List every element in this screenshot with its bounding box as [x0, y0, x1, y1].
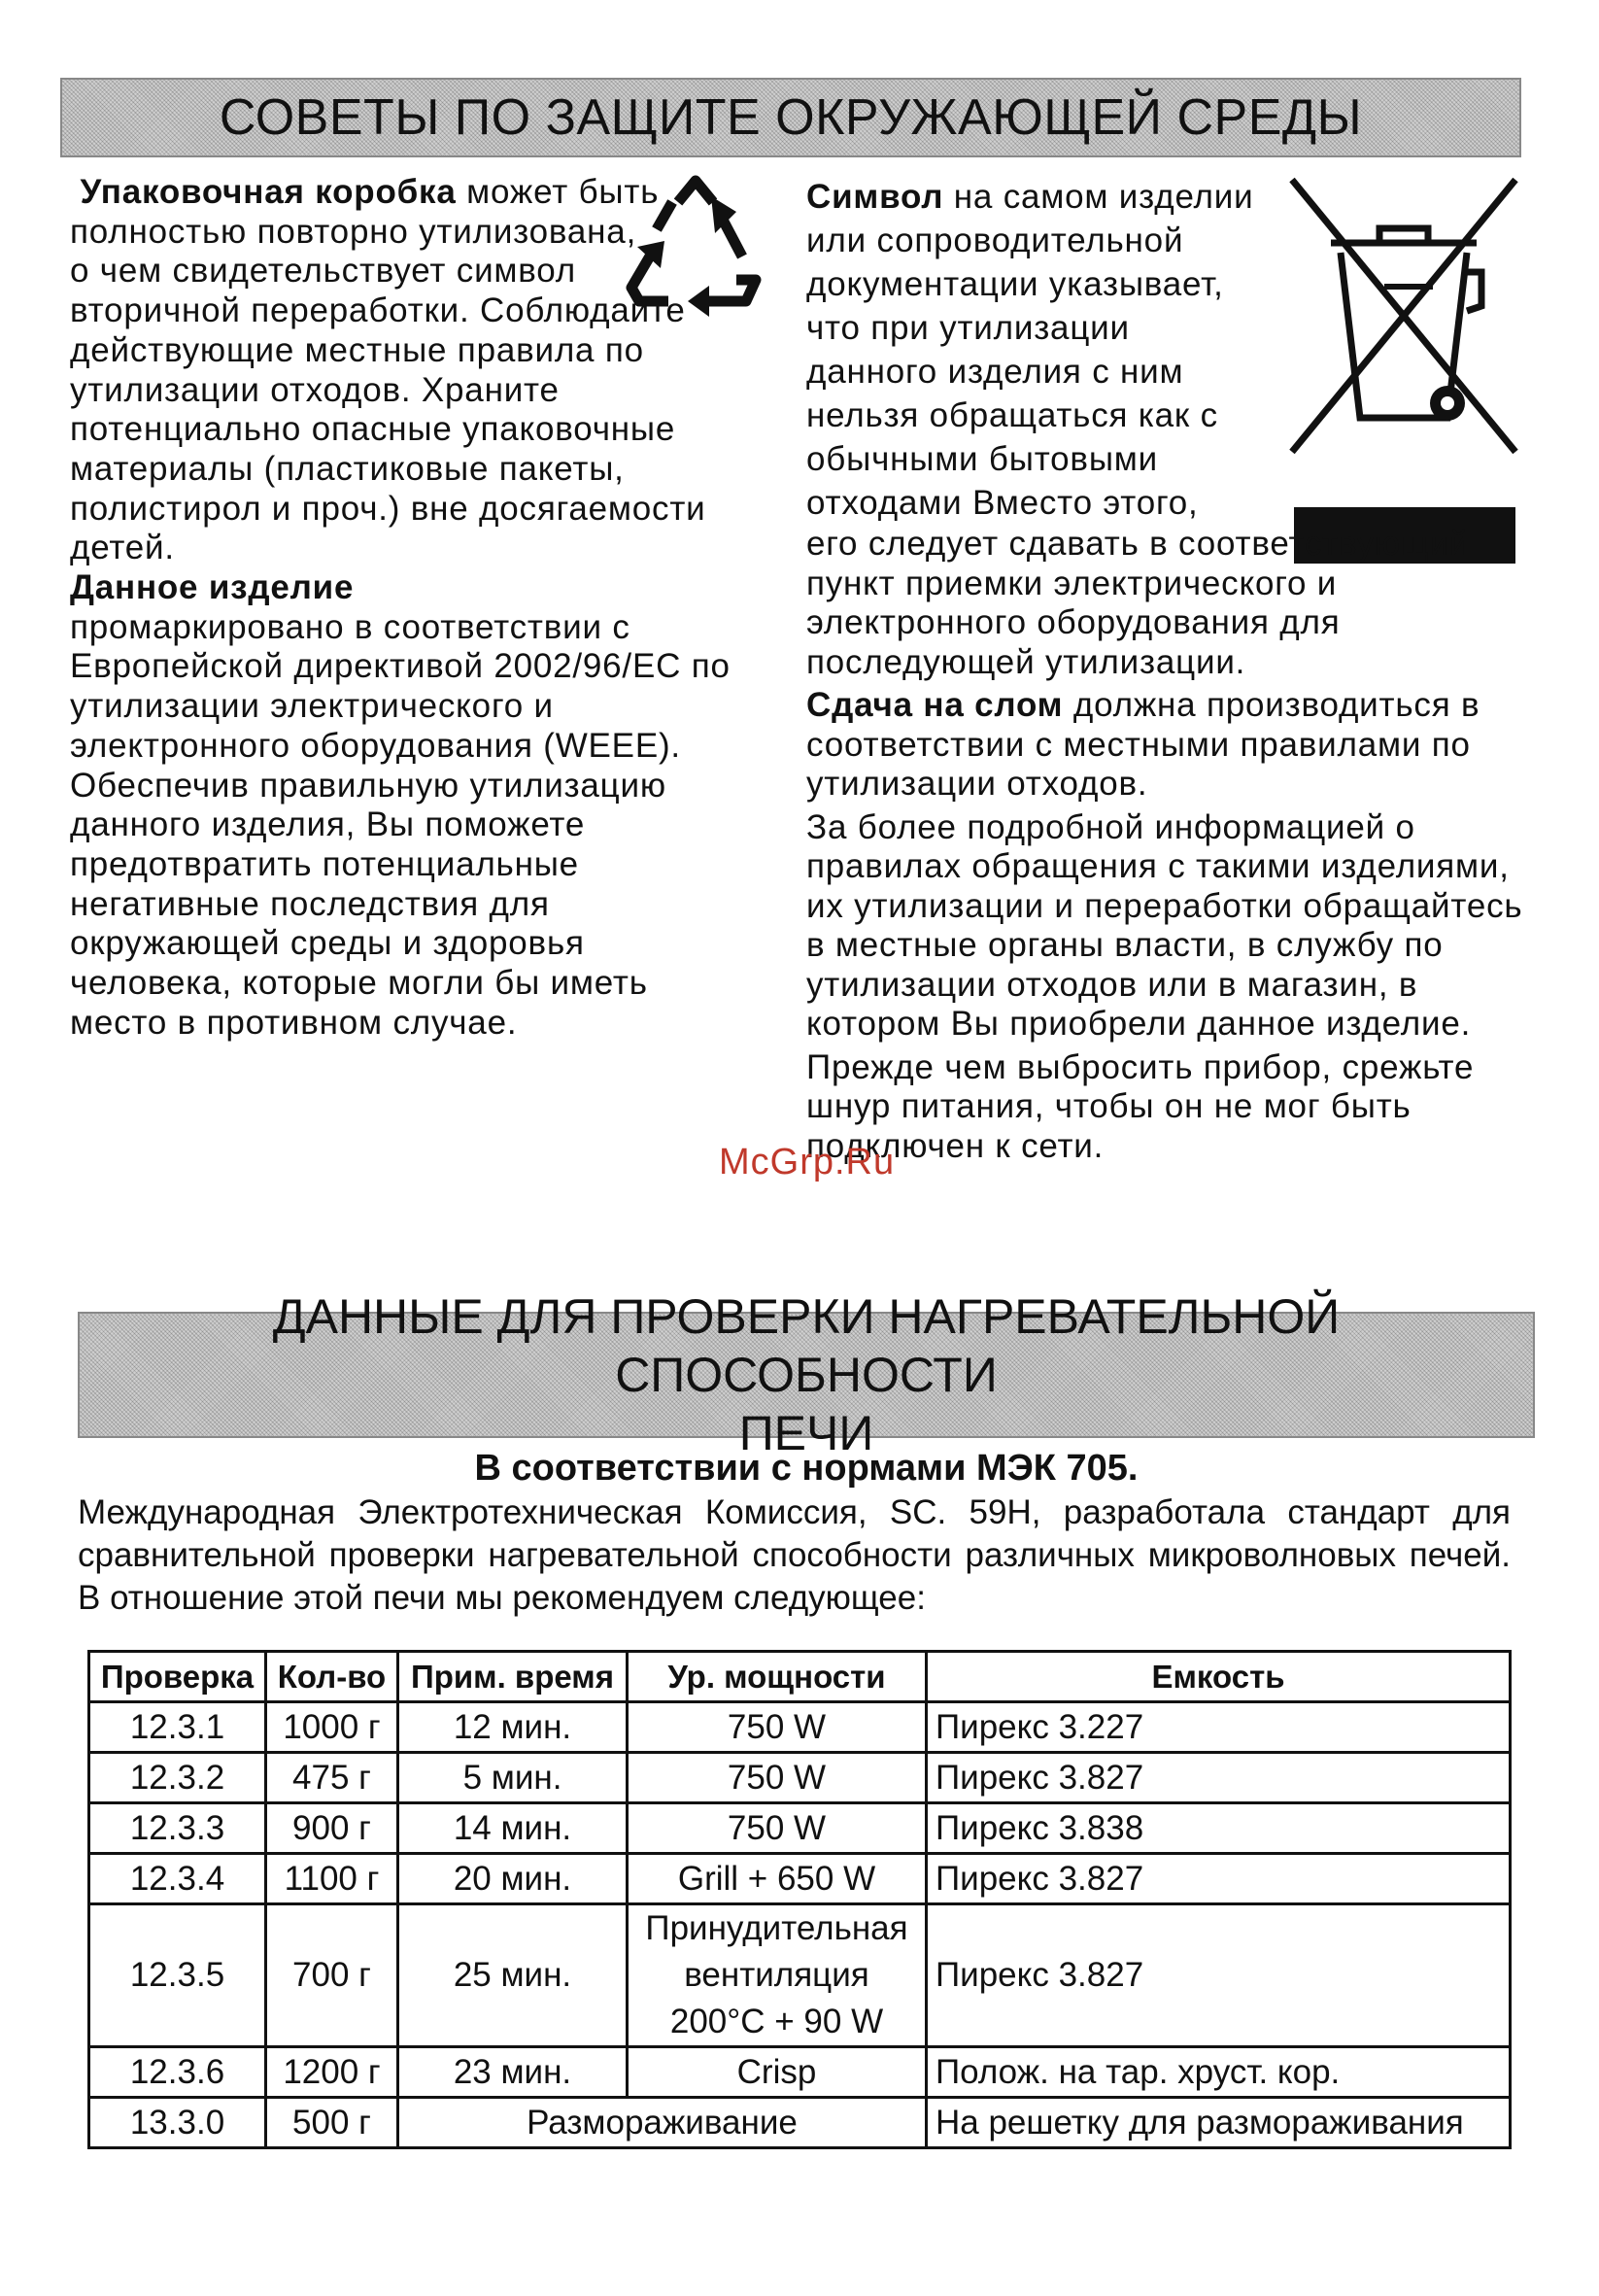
power-line2: вентиляция [684, 1956, 869, 1994]
product-paragraph [70, 568, 731, 1043]
cell-time: 5 мин. [398, 1753, 628, 1803]
cell-qty: 1000 г [266, 1702, 398, 1753]
cell-test: 12.3.6 [89, 2047, 266, 2098]
section2-title-line2: ПЕЧИ [738, 1406, 874, 1460]
product-text: промаркировано в соответствии с Европейской директивой 2002/96/ЕС по утилизации электрического и электронного оборудования (WEEE). Обеспечив правильную утилизацию данного изделия, Вы поможете предотвратить потенциальные негативные последствия для окружающей среды и здоровья человека, которые могли бы иметь место в противном случае. [70, 607, 731, 1042]
cell-container: Пирекс 3.827 [927, 1854, 1511, 1904]
power-line1: Принудительная [645, 1909, 908, 1947]
cell-time: 25 мин. [398, 1904, 628, 2047]
cell-time: 12 мин. [398, 1702, 628, 1753]
table-row [89, 2098, 1511, 2148]
header-time: Прим. время [398, 1652, 628, 1702]
header-test: Проверка [89, 1652, 266, 1702]
header-container: Емкость [927, 1652, 1511, 1702]
section2-title-line1: ДАННЫЕ ДЛЯ ПРОВЕРКИ НАГРЕВАТЕЛЬНОЙ СПОСОБНОСТИ [272, 1289, 1341, 1402]
standard-subtitle: В соответствии с нормами МЭК 705. [474, 1448, 1139, 1489]
cell-test: 12.3.2 [89, 1753, 266, 1803]
cell-qty: 475 г [266, 1753, 398, 1803]
cell-container: На решетку для размораживания [927, 2098, 1511, 2148]
header-qty: Кол-во [266, 1652, 398, 1702]
test-table [87, 1650, 1512, 2149]
cell-container: Пирекс 3.227 [927, 1702, 1511, 1753]
section-title-heating-test [78, 1289, 1535, 1460]
cell-container: Пирекс 3.838 [927, 1803, 1511, 1854]
right-column [806, 175, 1545, 1166]
cell-power: 750 W [628, 1702, 927, 1753]
table-header-row [89, 1652, 1511, 1702]
cell-time: 14 мин. [398, 1803, 628, 1854]
left-column [70, 173, 731, 1043]
section-title-environment [60, 78, 1521, 157]
table-row [89, 1904, 1511, 2047]
power-line3: 200°С + 90 W [669, 2003, 884, 2040]
info-paragraph: За более подробной информацией о правилах обращения с такими изделиями, их утилизации и переработки обращайтесь в местные органы власти, в службу по утилизации отходов или в магазин, в котором Вы приобрели данное изделие. [806, 807, 1523, 1043]
table-row [89, 1803, 1511, 1854]
cell-qty: 700 г [266, 1904, 398, 2047]
symbol-cont-paragraph: его следует сдавать в соответствующий пункт приемки электрического и электронного оборудования для последующей утилизации. [806, 525, 1470, 681]
cell-test: 12.3.3 [89, 1803, 266, 1854]
cell-qty: 1100 г [266, 1854, 398, 1904]
intro-paragraph: Международная Электротехническая Комиссия, SC. 59H, разработала стандарт для сравнительной проверки нагревательной способности различных микроволновых печей. В отношение этой печи мы рекомендуем следующее: [78, 1493, 1511, 1617]
symbol-bold: Символ [806, 178, 944, 216]
scrap-paragraph [806, 686, 1545, 805]
cell-container: Пирекс 3.827 [927, 1753, 1511, 1803]
symbol-paragraph [806, 175, 1263, 525]
cell-container: Пирекс 3.827 [927, 1904, 1511, 2047]
cell-defrost: Размораживание [398, 2098, 927, 2148]
table-row [89, 1702, 1511, 1753]
recycle-symbol-text: о чем свидетельствует символ вторичной переработки. Соблюдайте действующие местные правила по утилизации отходов. Храните потенциально опасные упаковочные материалы (пластиковые пакеты, полистирол и проч.) вне досягаемости детей. [70, 252, 706, 567]
cell-power: 750 W [628, 1753, 927, 1803]
cell-qty: 500 г [266, 2098, 398, 2148]
table-row [89, 1753, 1511, 1803]
cell-power: 750 W [628, 1803, 927, 1854]
cell-time: 20 мин. [398, 1854, 628, 1904]
cell-qty: 1200 г [266, 2047, 398, 2098]
cell-power [628, 1904, 927, 2047]
cell-qty: 900 г [266, 1803, 398, 1854]
cord-paragraph: Прежде чем выбросить прибор, срежьте шнур питания, чтобы он не мог быть подключен к сети. [806, 1047, 1475, 1165]
cell-test: 12.3.4 [89, 1854, 266, 1904]
header-power: Ур. мощности [628, 1652, 927, 1702]
table-row [89, 1854, 1511, 1904]
product-bold: Данное изделие [70, 568, 355, 607]
cell-power: Grill + 650 W [628, 1854, 927, 1904]
cell-time: 23 мин. [398, 2047, 628, 2098]
table-row [89, 2047, 1511, 2098]
scrap-text: должна производиться в соответствии с местными правилами по утилизации отходов. [806, 686, 1480, 803]
cell-test: 13.3.0 [89, 2098, 266, 2148]
cell-container: Полож. на тар. хруст. кор. [927, 2047, 1511, 2098]
packaging-bold: Упаковочная коробка [80, 173, 457, 211]
watermark: McGrp.Ru [719, 1142, 896, 1182]
cell-power: Crisp [628, 2047, 927, 2098]
cell-test: 12.3.5 [89, 1904, 266, 2047]
packaging-paragraph [70, 173, 731, 568]
symbol-text: на самом изделии или сопроводительной документации указывает, что при утилизации данного изделия с ним нельзя обращаться как с обычными бытовыми отходами Вместо этого, [806, 178, 1254, 522]
cell-test: 12.3.1 [89, 1702, 266, 1753]
scrap-bold: Сдача на слом [806, 686, 1064, 724]
section-title-text: СОВЕТЫ ПО ЗАЩИТЕ ОКРУЖАЮЩЕЙ СРЕДЫ [219, 89, 1363, 146]
packaging-text: может быть полностью повторно утилизована, [70, 173, 660, 251]
